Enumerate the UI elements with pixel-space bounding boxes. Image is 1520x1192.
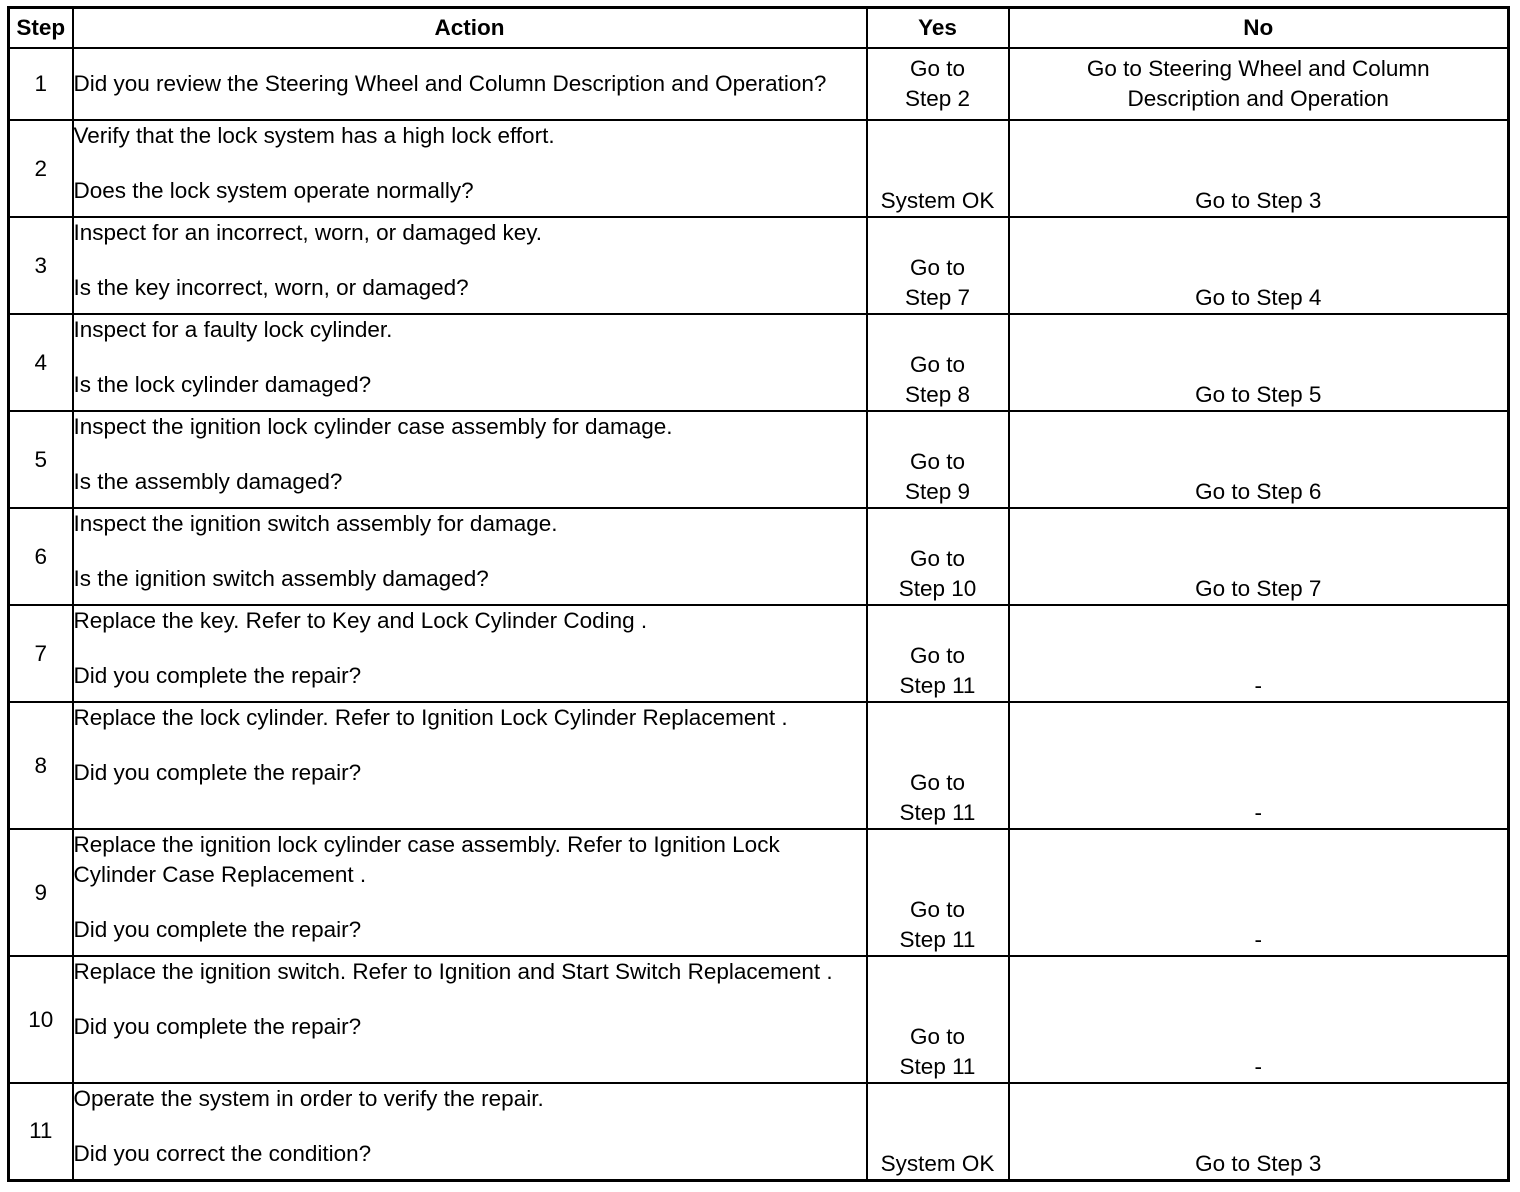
no-result: Go to Step 3 [1195, 1150, 1322, 1176]
step-number: 11 [9, 1083, 73, 1180]
header-row [9, 8, 1509, 49]
no-cell [1009, 48, 1509, 120]
yes-cell [867, 508, 1009, 605]
yes-result: Go to Step 9 [904, 449, 971, 504]
no-result: - [1254, 800, 1262, 825]
table-row [9, 605, 1509, 702]
yes-result: Go to Step 11 [899, 643, 976, 698]
action-question: Is the lock cylinder damaged? [73, 372, 372, 397]
yes-cell [867, 314, 1009, 411]
action-question: Does the lock system operate normally? [73, 178, 474, 203]
action-instruction: Replace the key. Refer to Key and Lock Cylinder Coding . [73, 608, 648, 633]
action-question: Did you complete the repair? [73, 917, 362, 942]
action-instruction: Verify that the lock system has a high lock effort. [73, 123, 555, 148]
header-action: Action [73, 8, 867, 49]
action-instruction: Replace the ignition lock cylinder case assembly. Refer to Ignition Lock Cylinder Case Replacement . [73, 832, 780, 887]
no-result: - [1254, 927, 1262, 952]
no-result: Go to Step 7 [1195, 576, 1322, 601]
table-row [9, 411, 1509, 508]
action-cell [73, 508, 867, 605]
table-row [9, 702, 1509, 829]
action-instruction: Operate the system in order to verify the repair. [73, 1086, 544, 1111]
action-cell [73, 605, 867, 702]
yes-cell [867, 120, 1009, 217]
header-no: No [1009, 8, 1509, 49]
action-question: Is the key incorrect, worn, or damaged? [73, 275, 469, 300]
yes-result: Go to Step 10 [898, 546, 977, 601]
no-result: Go to Step 4 [1195, 285, 1322, 310]
action-instruction: Replace the ignition switch. Refer to Ignition and Start Switch Replacement . [73, 959, 833, 984]
step-number: 7 [9, 605, 73, 702]
diagnostic-table [7, 6, 1510, 1182]
table-row [9, 48, 1509, 120]
action-question: Is the assembly damaged? [73, 469, 343, 494]
no-cell [1009, 956, 1509, 1083]
yes-result: Go to Step 2 [904, 56, 971, 111]
action-instruction: Inspect the ignition lock cylinder case assembly for damage. [73, 414, 673, 439]
no-result: Go to Step 6 [1195, 479, 1322, 504]
yes-result: Go to Step 8 [904, 352, 971, 407]
no-cell [1009, 829, 1509, 956]
action-cell [73, 956, 867, 1083]
action-question: Did you complete the repair? [73, 760, 362, 785]
yes-result: Go to Step 11 [899, 897, 976, 952]
action-question: Did you complete the repair? [73, 663, 362, 688]
yes-result: Go to Step 7 [904, 255, 971, 310]
no-result: - [1254, 673, 1262, 698]
no-result: Go to Steering Wheel and Column Description and Operation [1086, 56, 1430, 111]
step-number: 8 [9, 702, 73, 829]
step-number: 9 [9, 829, 73, 956]
action-question: Did you correct the condition? [73, 1141, 372, 1166]
no-cell [1009, 217, 1509, 314]
yes-result: Go to Step 11 [899, 1024, 976, 1079]
action-question: Did you review the Steering Wheel and Column Description and Operation? [73, 71, 827, 96]
step-number: 3 [9, 217, 73, 314]
step-number: 2 [9, 120, 73, 217]
action-cell [73, 217, 867, 314]
step-number: 6 [9, 508, 73, 605]
no-result: Go to Step 5 [1195, 382, 1322, 407]
step-number: 5 [9, 411, 73, 508]
action-cell [73, 120, 867, 217]
action-instruction: Inspect the ignition switch assembly for damage. [73, 511, 558, 536]
no-result: Go to Step 3 [1195, 188, 1322, 213]
no-cell [1009, 508, 1509, 605]
no-cell [1009, 120, 1509, 217]
yes-cell [867, 956, 1009, 1083]
no-result: - [1254, 1054, 1262, 1079]
yes-cell [867, 1083, 1009, 1180]
no-cell [1009, 411, 1509, 508]
action-question: Is the ignition switch assembly damaged? [73, 566, 489, 591]
yes-result: System OK [880, 188, 995, 213]
table-row [9, 508, 1509, 605]
no-cell [1009, 702, 1509, 829]
yes-cell [867, 217, 1009, 314]
action-question: Did you complete the repair? [73, 1014, 362, 1039]
yes-cell [867, 829, 1009, 956]
yes-cell [867, 702, 1009, 829]
action-cell [73, 411, 867, 508]
yes-result: Go to Step 11 [899, 770, 976, 825]
table-row [9, 217, 1509, 314]
header-step: Step [9, 8, 73, 49]
table-row [9, 314, 1509, 411]
action-instruction: Replace the lock cylinder. Refer to Ignition Lock Cylinder Replacement . [73, 705, 788, 730]
action-instruction: Inspect for a faulty lock cylinder. [73, 317, 393, 342]
table-row [9, 956, 1509, 1083]
yes-cell [867, 48, 1009, 120]
table-row [9, 1083, 1509, 1180]
no-cell [1009, 314, 1509, 411]
yes-cell [867, 605, 1009, 702]
action-instruction: Inspect for an incorrect, worn, or damaged key. [73, 220, 543, 245]
step-number: 10 [9, 956, 73, 1083]
action-cell [73, 702, 867, 829]
action-cell [73, 829, 867, 956]
no-cell [1009, 1083, 1509, 1180]
action-cell [73, 48, 867, 120]
yes-result: System OK [880, 1150, 995, 1176]
no-cell [1009, 605, 1509, 702]
header-yes: Yes [867, 8, 1009, 49]
yes-cell [867, 411, 1009, 508]
table-row [9, 120, 1509, 217]
table-row [9, 829, 1509, 956]
step-number: 1 [9, 48, 73, 120]
action-cell [73, 1083, 867, 1180]
step-number: 4 [9, 314, 73, 411]
action-cell [73, 314, 867, 411]
